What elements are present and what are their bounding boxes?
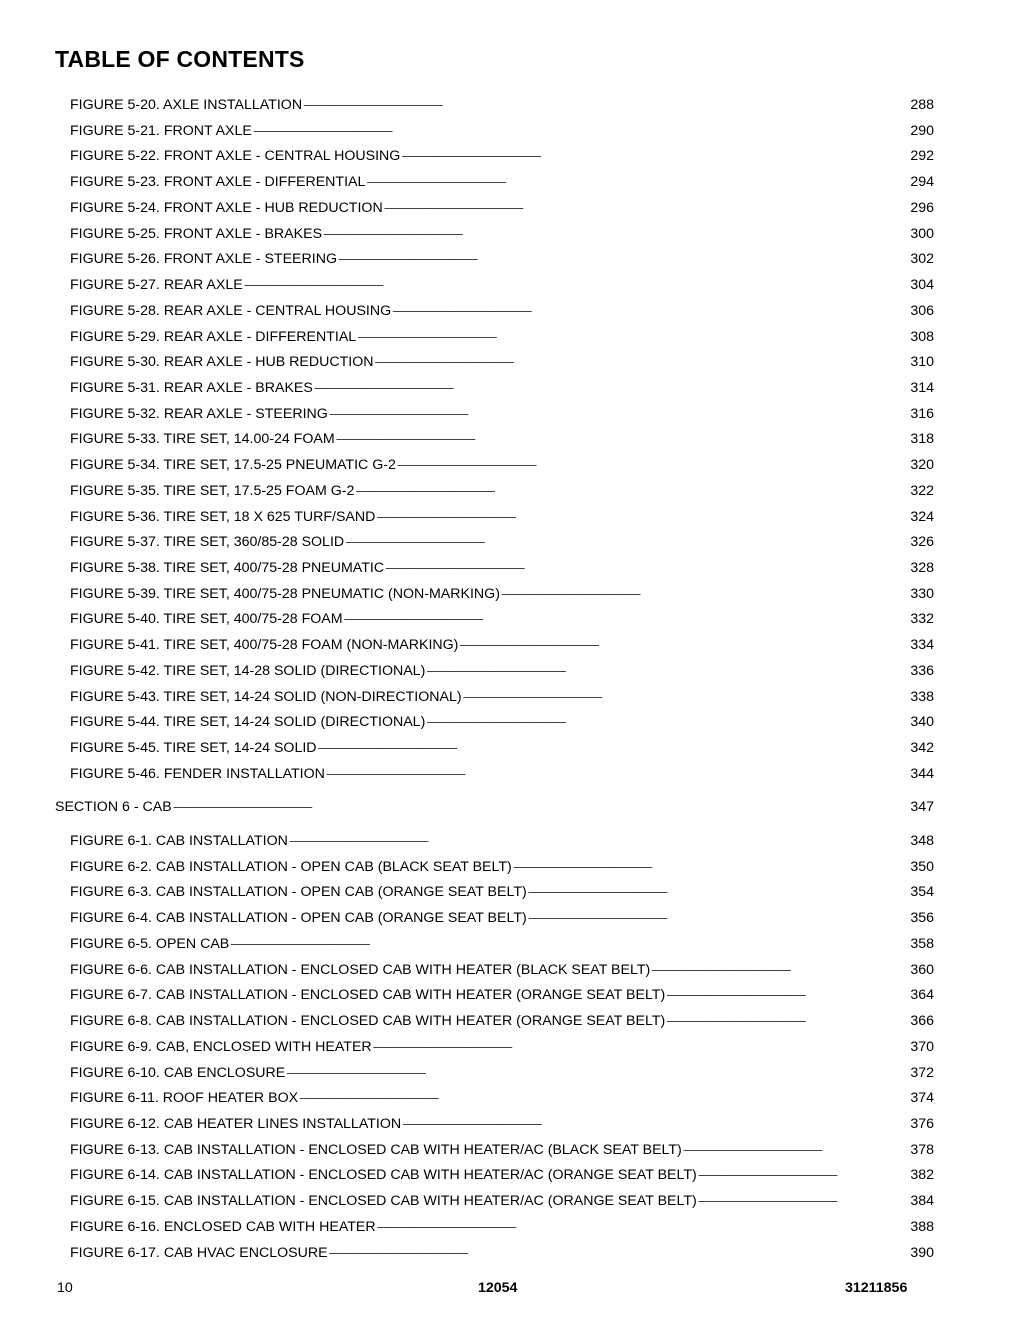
toc-entry[interactable] bbox=[70, 1213, 934, 1235]
toc-entry-label: FIGURE 6-3. CAB INSTALLATION - OPEN CAB (ORANGE SEAT BELT) bbox=[70, 884, 527, 901]
toc-entry[interactable] bbox=[70, 1161, 934, 1184]
toc-entry-label: FIGURE 5-42. TIRE SET, 14-28 SOLID (DIRECTIONAL) bbox=[70, 662, 426, 679]
toc-entry[interactable] bbox=[70, 1239, 934, 1261]
toc-entry-label: FIGURE 5-46. FENDER INSTALLATION bbox=[70, 765, 325, 782]
toc-entry[interactable] bbox=[70, 708, 934, 731]
dot-leader bbox=[314, 374, 909, 392]
toc-entry-page: 322 bbox=[910, 482, 934, 499]
dot-leader bbox=[528, 878, 910, 896]
toc-entry-page: 388 bbox=[910, 1218, 934, 1235]
toc-entry[interactable] bbox=[70, 271, 934, 293]
toc-entry[interactable] bbox=[70, 220, 934, 242]
toc-entry-page: 306 bbox=[910, 302, 934, 319]
toc-entry[interactable] bbox=[70, 245, 934, 268]
dot-leader bbox=[528, 904, 910, 922]
dot-leader bbox=[501, 580, 909, 598]
toc-entry[interactable] bbox=[70, 734, 934, 756]
toc-entry[interactable] bbox=[70, 827, 934, 849]
toc-entry[interactable] bbox=[70, 374, 934, 396]
toc-entry[interactable] bbox=[70, 142, 934, 165]
toc-entry-page: 332 bbox=[910, 611, 934, 628]
toc-entry-page: 302 bbox=[910, 251, 934, 268]
page-title: TABLE OF CONTENTS bbox=[55, 46, 305, 72]
dot-leader bbox=[326, 760, 909, 778]
toc-entry[interactable] bbox=[70, 956, 934, 978]
toc-entry-label: FIGURE 6-13. CAB INSTALLATION - ENCLOSED CAB WITH HEATER/AC (BLACK SEAT BELT) bbox=[70, 1141, 682, 1158]
dot-leader bbox=[666, 981, 909, 999]
toc-entry[interactable] bbox=[70, 91, 934, 113]
toc-entry-page: 374 bbox=[910, 1090, 934, 1107]
toc-entry[interactable] bbox=[70, 297, 934, 319]
toc-entry[interactable] bbox=[70, 503, 934, 525]
dot-leader bbox=[426, 657, 909, 675]
toc-entry-label: FIGURE 5-28. REAR AXLE - CENTRAL HOUSING bbox=[70, 302, 392, 319]
toc-entry[interactable] bbox=[70, 981, 934, 1004]
dot-leader bbox=[698, 1161, 910, 1179]
toc-entry[interactable] bbox=[70, 760, 934, 782]
toc-entry[interactable] bbox=[70, 117, 934, 139]
toc-entry-label: FIGURE 6-7. CAB INSTALLATION - ENCLOSED CAB WITH HEATER (ORANGE SEAT BELT) bbox=[70, 987, 666, 1004]
toc-entry[interactable] bbox=[70, 1007, 934, 1029]
dot-leader bbox=[463, 683, 910, 701]
toc-entry-page: 330 bbox=[910, 585, 934, 602]
toc-entry-label: FIGURE 5-41. TIRE SET, 400/75-28 FOAM (NON-MARKING) bbox=[70, 637, 459, 654]
toc-entry[interactable] bbox=[70, 400, 934, 422]
dot-leader bbox=[329, 1239, 910, 1257]
footer-doc-number: 31211856 bbox=[845, 1280, 908, 1296]
toc-entry-page: 340 bbox=[910, 714, 934, 731]
toc-entry-label: SECTION 6 - CAB bbox=[55, 799, 172, 815]
dot-leader bbox=[377, 1213, 910, 1231]
toc-entry-page: 288 bbox=[910, 97, 934, 113]
toc-entry[interactable] bbox=[70, 657, 934, 679]
toc-entry-label: FIGURE 5-30. REAR AXLE - HUB REDUCTION bbox=[70, 354, 374, 371]
toc-entry[interactable] bbox=[70, 194, 934, 216]
dot-leader bbox=[401, 142, 909, 160]
toc-entry-label: FIGURE 6-12. CAB HEATER LINES INSTALLATION bbox=[70, 1115, 402, 1132]
toc-entry-label: FIGURE 5-25. FRONT AXLE - BRAKES bbox=[70, 225, 323, 242]
dot-leader bbox=[230, 930, 909, 948]
toc-entry[interactable] bbox=[70, 580, 934, 602]
toc-entry-label: FIGURE 5-29. REAR AXLE - DIFFERENTIAL bbox=[70, 328, 357, 345]
toc-entry-label: FIGURE 5-44. TIRE SET, 14-24 SOLID (DIRECTIONAL) bbox=[70, 714, 426, 731]
dot-leader bbox=[173, 793, 910, 811]
dot-leader bbox=[355, 477, 909, 495]
toc-entry-label: FIGURE 5-36. TIRE SET, 18 X 625 TURF/SAND bbox=[70, 508, 376, 525]
toc-section-heading[interactable] bbox=[55, 793, 934, 815]
toc-entry-label: FIGURE 6-11. ROOF HEATER BOX bbox=[70, 1090, 299, 1107]
toc-entry-label: FIGURE 6-8. CAB INSTALLATION - ENCLOSED CAB WITH HEATER (ORANGE SEAT BELT) bbox=[70, 1013, 666, 1029]
toc-entry-page: 296 bbox=[910, 199, 934, 216]
toc-entry-page: 364 bbox=[910, 987, 934, 1004]
dot-leader bbox=[329, 400, 910, 418]
toc-entry[interactable] bbox=[70, 323, 934, 345]
toc-entry-page: 350 bbox=[910, 858, 934, 875]
toc-entry-page: 338 bbox=[910, 688, 934, 705]
toc-entry-label: FIGURE 5-26. FRONT AXLE - STEERING bbox=[70, 251, 337, 268]
toc-entry-page: 358 bbox=[910, 935, 934, 952]
toc-entry-page: 360 bbox=[910, 961, 934, 978]
toc-entry-label: FIGURE 6-16. ENCLOSED CAB WITH HEATER bbox=[70, 1218, 376, 1235]
dot-leader bbox=[384, 194, 910, 212]
toc-entry-label: FIGURE 6-10. CAB ENCLOSURE bbox=[70, 1064, 286, 1081]
toc-entry-label: FIGURE 5-33. TIRE SET, 14.00-24 FOAM bbox=[70, 431, 335, 448]
dot-leader bbox=[375, 348, 910, 366]
toc-entry-page: 356 bbox=[910, 910, 934, 927]
toc-entry[interactable] bbox=[70, 1084, 934, 1107]
toc-entry-page: 376 bbox=[910, 1115, 934, 1132]
toc-entry-label: FIGURE 5-45. TIRE SET, 14-24 SOLID bbox=[70, 740, 317, 756]
toc-entry-page: 318 bbox=[910, 431, 934, 448]
dot-leader bbox=[373, 1033, 910, 1051]
dot-leader bbox=[338, 245, 909, 263]
toc-entry-label: FIGURE 5-43. TIRE SET, 14-24 SOLID (NON-DIRECTIONAL) bbox=[70, 688, 462, 705]
toc-entry-page: 336 bbox=[910, 662, 934, 679]
toc-entry[interactable] bbox=[70, 477, 934, 499]
footer-code: 12054 bbox=[478, 1280, 518, 1296]
toc-entry-label: FIGURE 5-27. REAR AXLE bbox=[70, 277, 243, 293]
toc-entry-page: 320 bbox=[910, 457, 934, 474]
toc-entry-label: FIGURE 6-6. CAB INSTALLATION - ENCLOSED CAB WITH HEATER (BLACK SEAT BELT) bbox=[70, 961, 651, 978]
toc-entry-label: FIGURE 6-17. CAB HVAC ENCLOSURE bbox=[70, 1244, 328, 1261]
dot-leader bbox=[286, 1059, 909, 1077]
toc-entry-label: FIGURE 5-35. TIRE SET, 17.5-25 FOAM G-2 bbox=[70, 482, 355, 499]
dot-leader bbox=[402, 1110, 909, 1128]
toc-entry-label: FIGURE 5-39. TIRE SET, 400/75-28 PNEUMATIC (NON-MARKING) bbox=[70, 585, 500, 602]
toc-entry-page: 292 bbox=[910, 148, 934, 165]
toc-entry-page: 378 bbox=[910, 1141, 934, 1158]
toc-entry[interactable] bbox=[70, 605, 934, 628]
toc-entry-label: FIGURE 5-32. REAR AXLE - STEERING bbox=[70, 405, 328, 422]
toc-entry-page: 324 bbox=[910, 508, 934, 525]
toc-entry-label: FIGURE 6-4. CAB INSTALLATION - OPEN CAB (ORANGE SEAT BELT) bbox=[70, 910, 527, 927]
toc-entry-page: 314 bbox=[910, 379, 934, 396]
toc-entry[interactable] bbox=[70, 683, 934, 705]
dot-leader bbox=[299, 1084, 909, 1102]
toc-entry[interactable] bbox=[70, 528, 934, 551]
toc-entry-page: 300 bbox=[910, 225, 934, 242]
toc-entry-page: 390 bbox=[910, 1244, 934, 1261]
dot-leader bbox=[698, 1187, 910, 1205]
toc-entry-label: FIGURE 5-20. AXLE INSTALLATION bbox=[70, 97, 303, 113]
dot-leader bbox=[397, 451, 909, 469]
toc-entry-page: 347 bbox=[910, 799, 934, 815]
toc-entry-page: 342 bbox=[910, 740, 934, 756]
dot-leader bbox=[303, 91, 909, 109]
dot-leader bbox=[426, 708, 909, 726]
toc-entry-label: FIGURE 6-5. OPEN CAB bbox=[70, 935, 230, 952]
dot-leader bbox=[357, 323, 909, 341]
toc-entry-page: 354 bbox=[910, 884, 934, 901]
dot-leader bbox=[651, 956, 909, 974]
toc-entry-label: FIGURE 5-34. TIRE SET, 17.5-25 PNEUMATIC G-2 bbox=[70, 457, 396, 474]
toc-entry[interactable] bbox=[70, 168, 934, 191]
dot-leader bbox=[666, 1007, 909, 1025]
toc-entry-page: 348 bbox=[910, 833, 934, 849]
dot-leader bbox=[392, 297, 909, 315]
toc-entry-page: 370 bbox=[910, 1038, 934, 1055]
toc-entry-label: FIGURE 5-38. TIRE SET, 400/75-28 PNEUMATIC bbox=[70, 560, 385, 576]
dot-leader bbox=[253, 117, 909, 135]
toc-entry-label: FIGURE 6-2. CAB INSTALLATION - OPEN CAB (BLACK SEAT BELT) bbox=[70, 858, 512, 875]
toc-entry-page: 290 bbox=[910, 122, 934, 139]
dot-leader bbox=[683, 1136, 910, 1154]
toc-entry-page: 304 bbox=[910, 277, 934, 293]
toc-entry-page: 334 bbox=[910, 637, 934, 654]
toc-entry[interactable] bbox=[70, 425, 934, 448]
toc-entry-label: FIGURE 5-31. REAR AXLE - BRAKES bbox=[70, 379, 313, 396]
toc-entry-page: 326 bbox=[910, 534, 934, 551]
dot-leader bbox=[385, 554, 909, 572]
toc-entry-page: 310 bbox=[910, 354, 934, 371]
toc-entry-page: 344 bbox=[910, 765, 934, 782]
toc-entry[interactable] bbox=[70, 1136, 934, 1158]
dot-leader bbox=[289, 827, 909, 845]
dot-leader bbox=[513, 853, 910, 871]
toc-entry[interactable] bbox=[70, 1059, 934, 1081]
toc-entry-page: 316 bbox=[910, 405, 934, 422]
dot-leader bbox=[336, 425, 910, 443]
toc-entry[interactable] bbox=[70, 348, 934, 371]
toc-entry[interactable] bbox=[70, 853, 934, 875]
dot-leader bbox=[345, 528, 909, 546]
toc-entry[interactable] bbox=[70, 631, 934, 654]
toc-entry[interactable] bbox=[70, 554, 934, 576]
dot-leader bbox=[318, 734, 910, 752]
dot-leader bbox=[244, 271, 910, 289]
toc-entry-label: FIGURE 5-23. FRONT AXLE - DIFFERENTIAL bbox=[70, 174, 366, 191]
toc-entry-label: FIGURE 6-9. CAB, ENCLOSED WITH HEATER bbox=[70, 1038, 372, 1055]
toc-entry-label: FIGURE 5-21. FRONT AXLE bbox=[70, 122, 252, 139]
toc-entry-page: 328 bbox=[910, 560, 934, 576]
dot-leader bbox=[459, 631, 909, 649]
toc-entry-page: 294 bbox=[910, 174, 934, 191]
toc-entry-label: FIGURE 5-37. TIRE SET, 360/85-28 SOLID bbox=[70, 534, 345, 551]
toc-entry-page: 366 bbox=[910, 1013, 934, 1029]
toc-entry-label: FIGURE 6-1. CAB INSTALLATION bbox=[70, 833, 288, 849]
toc-entry[interactable] bbox=[70, 1187, 934, 1210]
toc-entry[interactable] bbox=[70, 904, 934, 927]
dot-leader bbox=[376, 503, 909, 521]
toc-entry-page: 382 bbox=[910, 1167, 934, 1184]
dot-leader bbox=[323, 220, 909, 238]
toc-entry-page: 372 bbox=[910, 1064, 934, 1081]
toc-entry[interactable] bbox=[70, 878, 934, 901]
toc-entry[interactable] bbox=[70, 930, 934, 952]
dot-leader bbox=[344, 605, 910, 623]
toc-entry[interactable] bbox=[70, 1110, 934, 1132]
toc-entry-label: FIGURE 5-40. TIRE SET, 400/75-28 FOAM bbox=[70, 611, 343, 628]
toc-entry-page: 384 bbox=[910, 1193, 934, 1210]
toc-entry-label: FIGURE 6-15. CAB INSTALLATION - ENCLOSED CAB WITH HEATER/AC (ORANGE SEAT BELT) bbox=[70, 1193, 697, 1210]
dot-leader bbox=[366, 168, 909, 186]
toc-entry-label: FIGURE 5-24. FRONT AXLE - HUB REDUCTION bbox=[70, 199, 383, 216]
toc-entry-label: FIGURE 5-22. FRONT AXLE - CENTRAL HOUSING bbox=[70, 148, 401, 165]
toc-entry-page: 308 bbox=[910, 328, 934, 345]
toc-entry[interactable] bbox=[70, 451, 934, 474]
toc-entry[interactable] bbox=[70, 1033, 934, 1055]
footer-page-number: 10 bbox=[57, 1280, 73, 1296]
toc-entry-label: FIGURE 6-14. CAB INSTALLATION - ENCLOSED CAB WITH HEATER/AC (ORANGE SEAT BELT) bbox=[70, 1167, 697, 1184]
